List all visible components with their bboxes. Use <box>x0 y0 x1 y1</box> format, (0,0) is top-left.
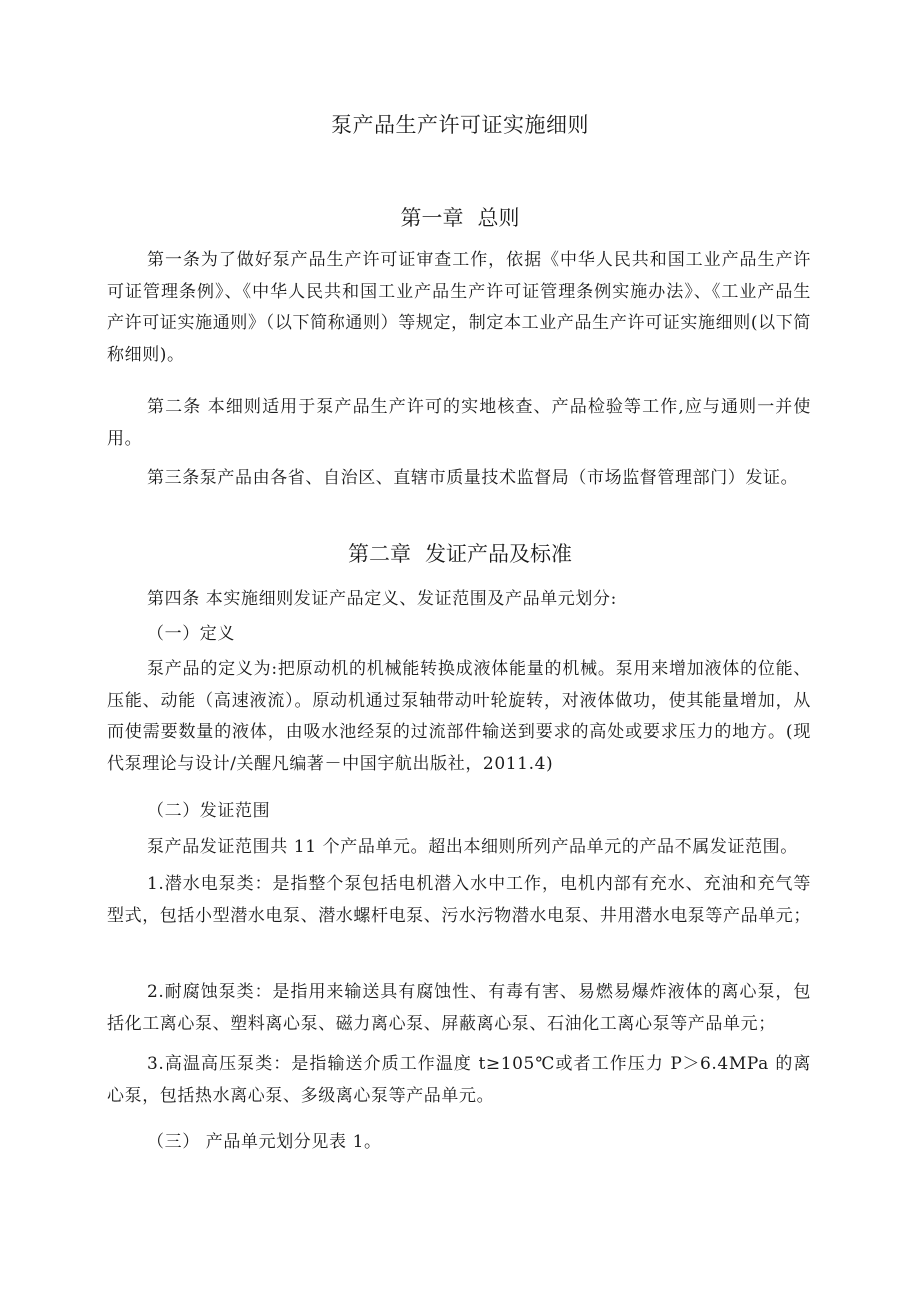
document-title: 泵产品生产许可证实施细则 <box>331 113 589 137</box>
article-3: 第三条泵产品由各省、自治区、直辖市质量技术监督局（市场监督管理部门）发证。 <box>147 468 799 488</box>
section-units-heading: （三） 产品单元划分见表 1。 <box>147 1132 382 1152</box>
article-1: 第一条为了做好泵产品生产许可证审查工作，依据《中华人民共和国工业产品生产许可证管理条例》、《中华人民共和国工业产品生产许可证管理条例实施办法》、《工业产品生产许可证实施通则》（以下简称通则）等规定，制定本工业产品生产许可证实施细则(以下简称细则)。 <box>107 250 811 365</box>
chapter-1-heading <box>0 203 920 233</box>
article-2: 第二条 本细则适用于泵产品生产许可的实地核查、产品检验等工作,应与通则一并使用。 <box>107 397 811 449</box>
chapter-2-heading <box>0 539 920 569</box>
chapter-2-name: 发证产品及标准 <box>425 542 572 566</box>
definition-paragraph: 泵产品的定义为:把原动机的机械能转换成液体能量的机械。泵用来增加液体的位能、压能、动能（高速液流）。原动机通过泵轴带动叶轮旋转，对液体做功，使其能量增加，从而使需要数量的液体，由吸水池经泵的过流部件输送到要求的高处或要求压力的地方。(现代泵理论与设计/关醒凡编著－中国宇航出版社，2011.4) <box>107 659 811 774</box>
section-scope-heading: （二）发证范围 <box>147 801 271 821</box>
scope-paragraph: 泵产品发证范围共 11 个产品单元。超出本细则所列产品单元的产品不属发证范围。 <box>147 837 798 857</box>
chapter-2-number: 第二章 <box>348 542 411 566</box>
article-4: 第四条 本实施细则发证产品定义、发证范围及产品单元划分: <box>147 589 617 609</box>
scope-item-1: 1.潜水电泵类：是指整个泵包括电机潜入水中工作，电机内部有充水、充油和充气等型式，包括小型潜水电泵、潜水螺杆电泵、污水污物潜水电泵、井用潜水电泵等产品单元； <box>107 874 811 926</box>
chapter-1-name: 总则 <box>477 206 520 230</box>
scope-item-3: 3.高温高压泵类：是指输送介质工作温度 t≥105℃或者工作压力 P＞6.4MPa 的离心泵，包括热水离心泵、多级离心泵等产品单元。 <box>107 1054 811 1106</box>
chapter-1-number: 第一章 <box>400 206 464 230</box>
scope-item-2: 2.耐腐蚀泵类：是指用来输送具有腐蚀性、有毒有害、易燃易爆炸液体的离心泵，包括化工离心泵、塑料离心泵、磁力离心泵、屏蔽离心泵、石油化工离心泵等产品单元； <box>107 982 811 1034</box>
section-definition-heading: （一）定义 <box>147 624 235 644</box>
